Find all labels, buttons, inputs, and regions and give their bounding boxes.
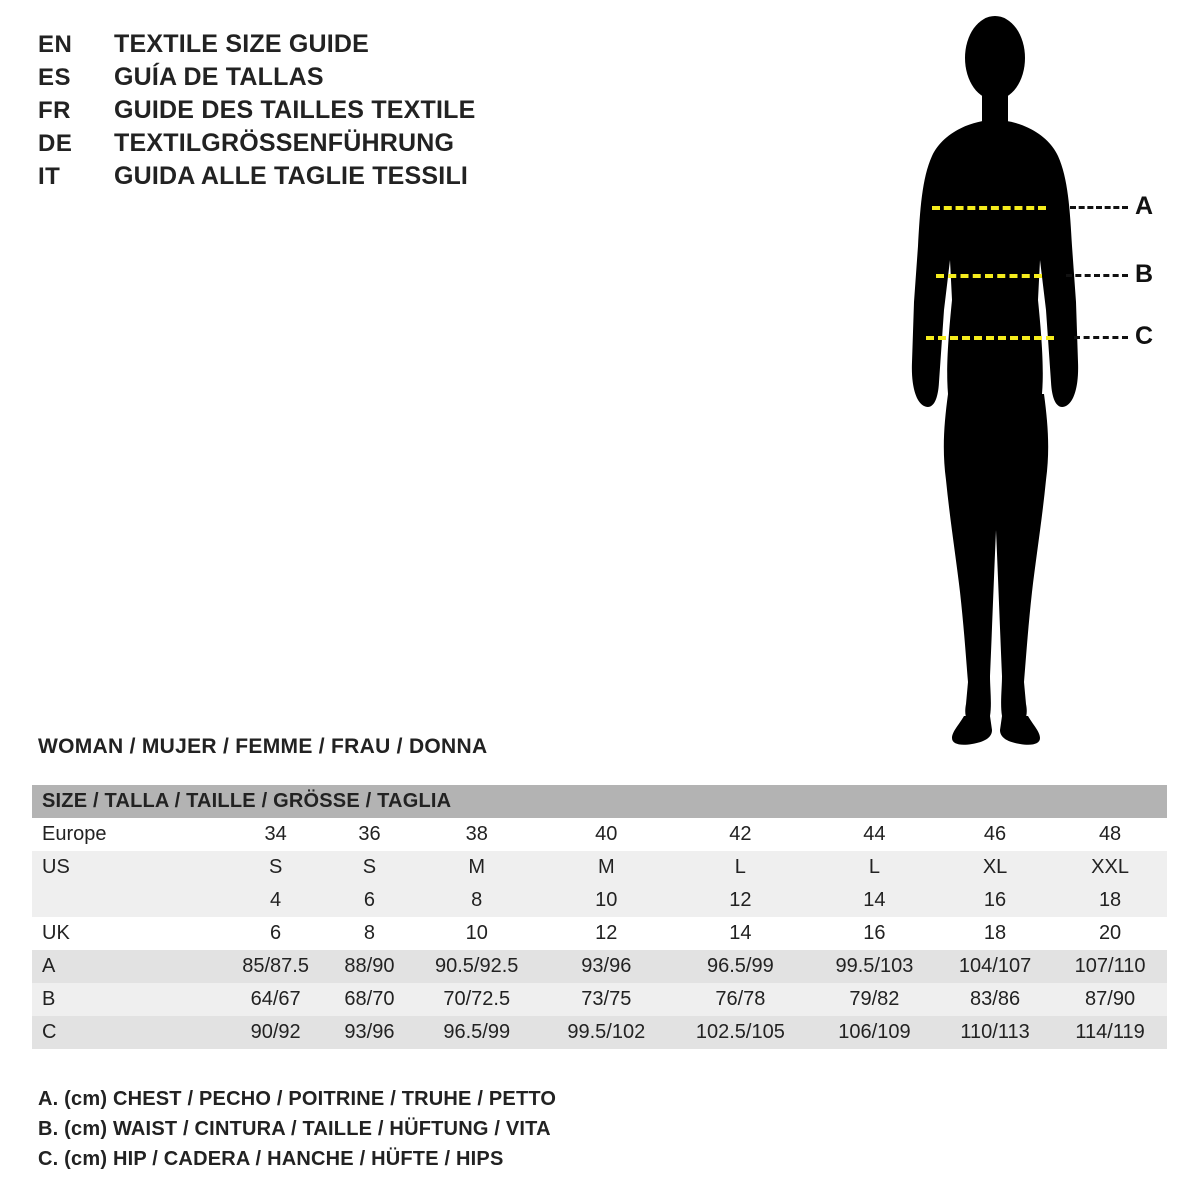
table-cell: 18 xyxy=(983,922,1007,944)
table-cell: 93/96 xyxy=(581,955,632,977)
chest-lead-line xyxy=(1070,206,1128,209)
table-cell: 16 xyxy=(983,889,1007,911)
table-cell: 12 xyxy=(595,922,618,944)
table-header-label: SIZE / TALLA / TAILLE / GRÖSSE / TAGLIA xyxy=(42,790,452,812)
table-row xyxy=(32,1016,1167,1049)
table-cell: 88/90 xyxy=(344,955,395,977)
table-cell: 93/96 xyxy=(344,1021,395,1043)
language-title-list xyxy=(38,30,658,195)
waist-lead-line xyxy=(1066,274,1128,277)
table-cell: 99.5/103 xyxy=(835,955,914,977)
table-cell: 85/87.5 xyxy=(242,955,309,977)
table-cell: S xyxy=(362,856,377,878)
table-cell: 73/75 xyxy=(581,988,632,1010)
table-cell: M xyxy=(468,856,486,878)
language-title: GUIDE DES TAILLES TEXTILE xyxy=(114,96,476,124)
table-cell: 16 xyxy=(863,922,886,944)
marker-label-b: B xyxy=(1135,260,1154,288)
table-cell: 8 xyxy=(363,922,376,944)
table-cell: 18 xyxy=(1098,889,1122,911)
language-title: GUIDA ALLE TAGLIE TESSILI xyxy=(114,162,469,190)
hip-lead-line xyxy=(1074,336,1128,339)
table-row xyxy=(32,983,1167,1016)
measurement-legend xyxy=(38,1088,838,1178)
table-cell: 64/67 xyxy=(250,988,301,1010)
table-cell: 4 xyxy=(270,889,282,911)
footnote-waist: B. (cm) WAIST / CINTURA / TAILLE / HÜFTUNG / VITA xyxy=(38,1118,551,1140)
table-cell: L xyxy=(734,856,746,878)
table-cell: 70/72.5 xyxy=(443,988,511,1010)
chest-measure-line xyxy=(932,206,1046,210)
table-cell: 48 xyxy=(1098,823,1122,845)
table-cell: 10 xyxy=(465,922,488,944)
table-cell: 40 xyxy=(595,823,618,845)
table-cell: 38 xyxy=(465,823,488,845)
language-row xyxy=(38,162,658,195)
table-cell: 42 xyxy=(729,823,752,845)
table-cell: 90/92 xyxy=(250,1021,301,1043)
row-label xyxy=(32,884,222,917)
table-cell: 10 xyxy=(595,889,618,911)
female-body-figure xyxy=(860,10,1190,750)
table-cell: XL xyxy=(982,856,1008,878)
table-cell: 68/70 xyxy=(344,988,395,1010)
table-cell: 12 xyxy=(729,889,752,911)
table-cell: S xyxy=(268,856,283,878)
table-cell: 96.5/99 xyxy=(706,955,774,977)
table-cell: 36 xyxy=(358,823,381,845)
table-cell: 102.5/105 xyxy=(695,1021,785,1043)
marker-label-c: C xyxy=(1135,322,1154,350)
waist-measure-line xyxy=(936,274,1042,278)
table-cell: 14 xyxy=(863,889,886,911)
language-title: TEXTILE SIZE GUIDE xyxy=(114,30,370,58)
table-cell: 44 xyxy=(863,823,886,845)
language-code: FR xyxy=(38,97,71,124)
size-table xyxy=(32,785,1167,1049)
table-row xyxy=(32,950,1167,983)
table-row xyxy=(32,917,1167,950)
table-cell: 34 xyxy=(264,823,287,845)
table-cell: 87/90 xyxy=(1085,988,1136,1010)
footnote-hip: C. (cm) HIP / CADERA / HANCHE / HÜFTE / HIPS xyxy=(38,1148,504,1170)
table-row xyxy=(32,818,1167,851)
hip-measure-line xyxy=(926,336,1054,340)
marker-label-a: A xyxy=(1135,192,1154,220)
section-title: WOMAN / MUJER / FEMME / FRAU / DONNA xyxy=(38,735,488,758)
language-row xyxy=(38,96,658,129)
table-cell: 114/119 xyxy=(1075,1021,1145,1043)
table-cell: 76/78 xyxy=(715,988,766,1010)
table-cell: 99.5/102 xyxy=(567,1021,646,1043)
row-label: Europe xyxy=(42,823,107,845)
table-cell: 83/86 xyxy=(970,988,1021,1010)
table-cell: 104/107 xyxy=(958,955,1032,977)
language-code: IT xyxy=(38,163,61,190)
language-code: DE xyxy=(38,130,73,157)
row-label: UK xyxy=(42,922,70,944)
table-row xyxy=(32,851,1167,884)
footnote-chest: A. (cm) CHEST / PECHO / POITRINE / TRUHE / PETTO xyxy=(38,1088,557,1110)
table-cell: 79/82 xyxy=(849,988,900,1010)
table-cell: 107/110 xyxy=(1074,955,1146,977)
language-row xyxy=(38,30,658,63)
table-cell: 106/109 xyxy=(838,1021,911,1043)
table-cell: L xyxy=(868,856,880,878)
table-cell: 90.5/92.5 xyxy=(435,955,519,977)
table-cell: 96.5/99 xyxy=(443,1021,511,1043)
table-cell: XXL xyxy=(1091,856,1129,878)
table-row xyxy=(32,884,1167,917)
row-label: C xyxy=(42,1021,57,1043)
language-code: ES xyxy=(38,64,72,91)
language-row xyxy=(38,63,658,96)
table-cell: 14 xyxy=(729,922,752,944)
table-cell: 8 xyxy=(471,889,483,911)
table-cell: 20 xyxy=(1098,922,1122,944)
table-cell: 6 xyxy=(270,922,282,944)
row-label: A xyxy=(42,955,56,977)
language-title: TEXTILGRÖSSENFÜHRUNG xyxy=(114,129,455,157)
table-cell: 110/113 xyxy=(960,1021,1030,1043)
table-header-row xyxy=(32,785,1167,818)
row-label: B xyxy=(42,988,56,1010)
language-code: EN xyxy=(38,31,73,58)
table-cell: M xyxy=(597,856,615,878)
female-silhouette-icon xyxy=(860,10,1190,750)
table-cell: 46 xyxy=(983,823,1007,845)
row-label: US xyxy=(42,856,70,878)
table-cell: 6 xyxy=(363,889,376,911)
language-row xyxy=(38,129,658,162)
language-title: GUÍA DE TALLAS xyxy=(114,63,324,91)
